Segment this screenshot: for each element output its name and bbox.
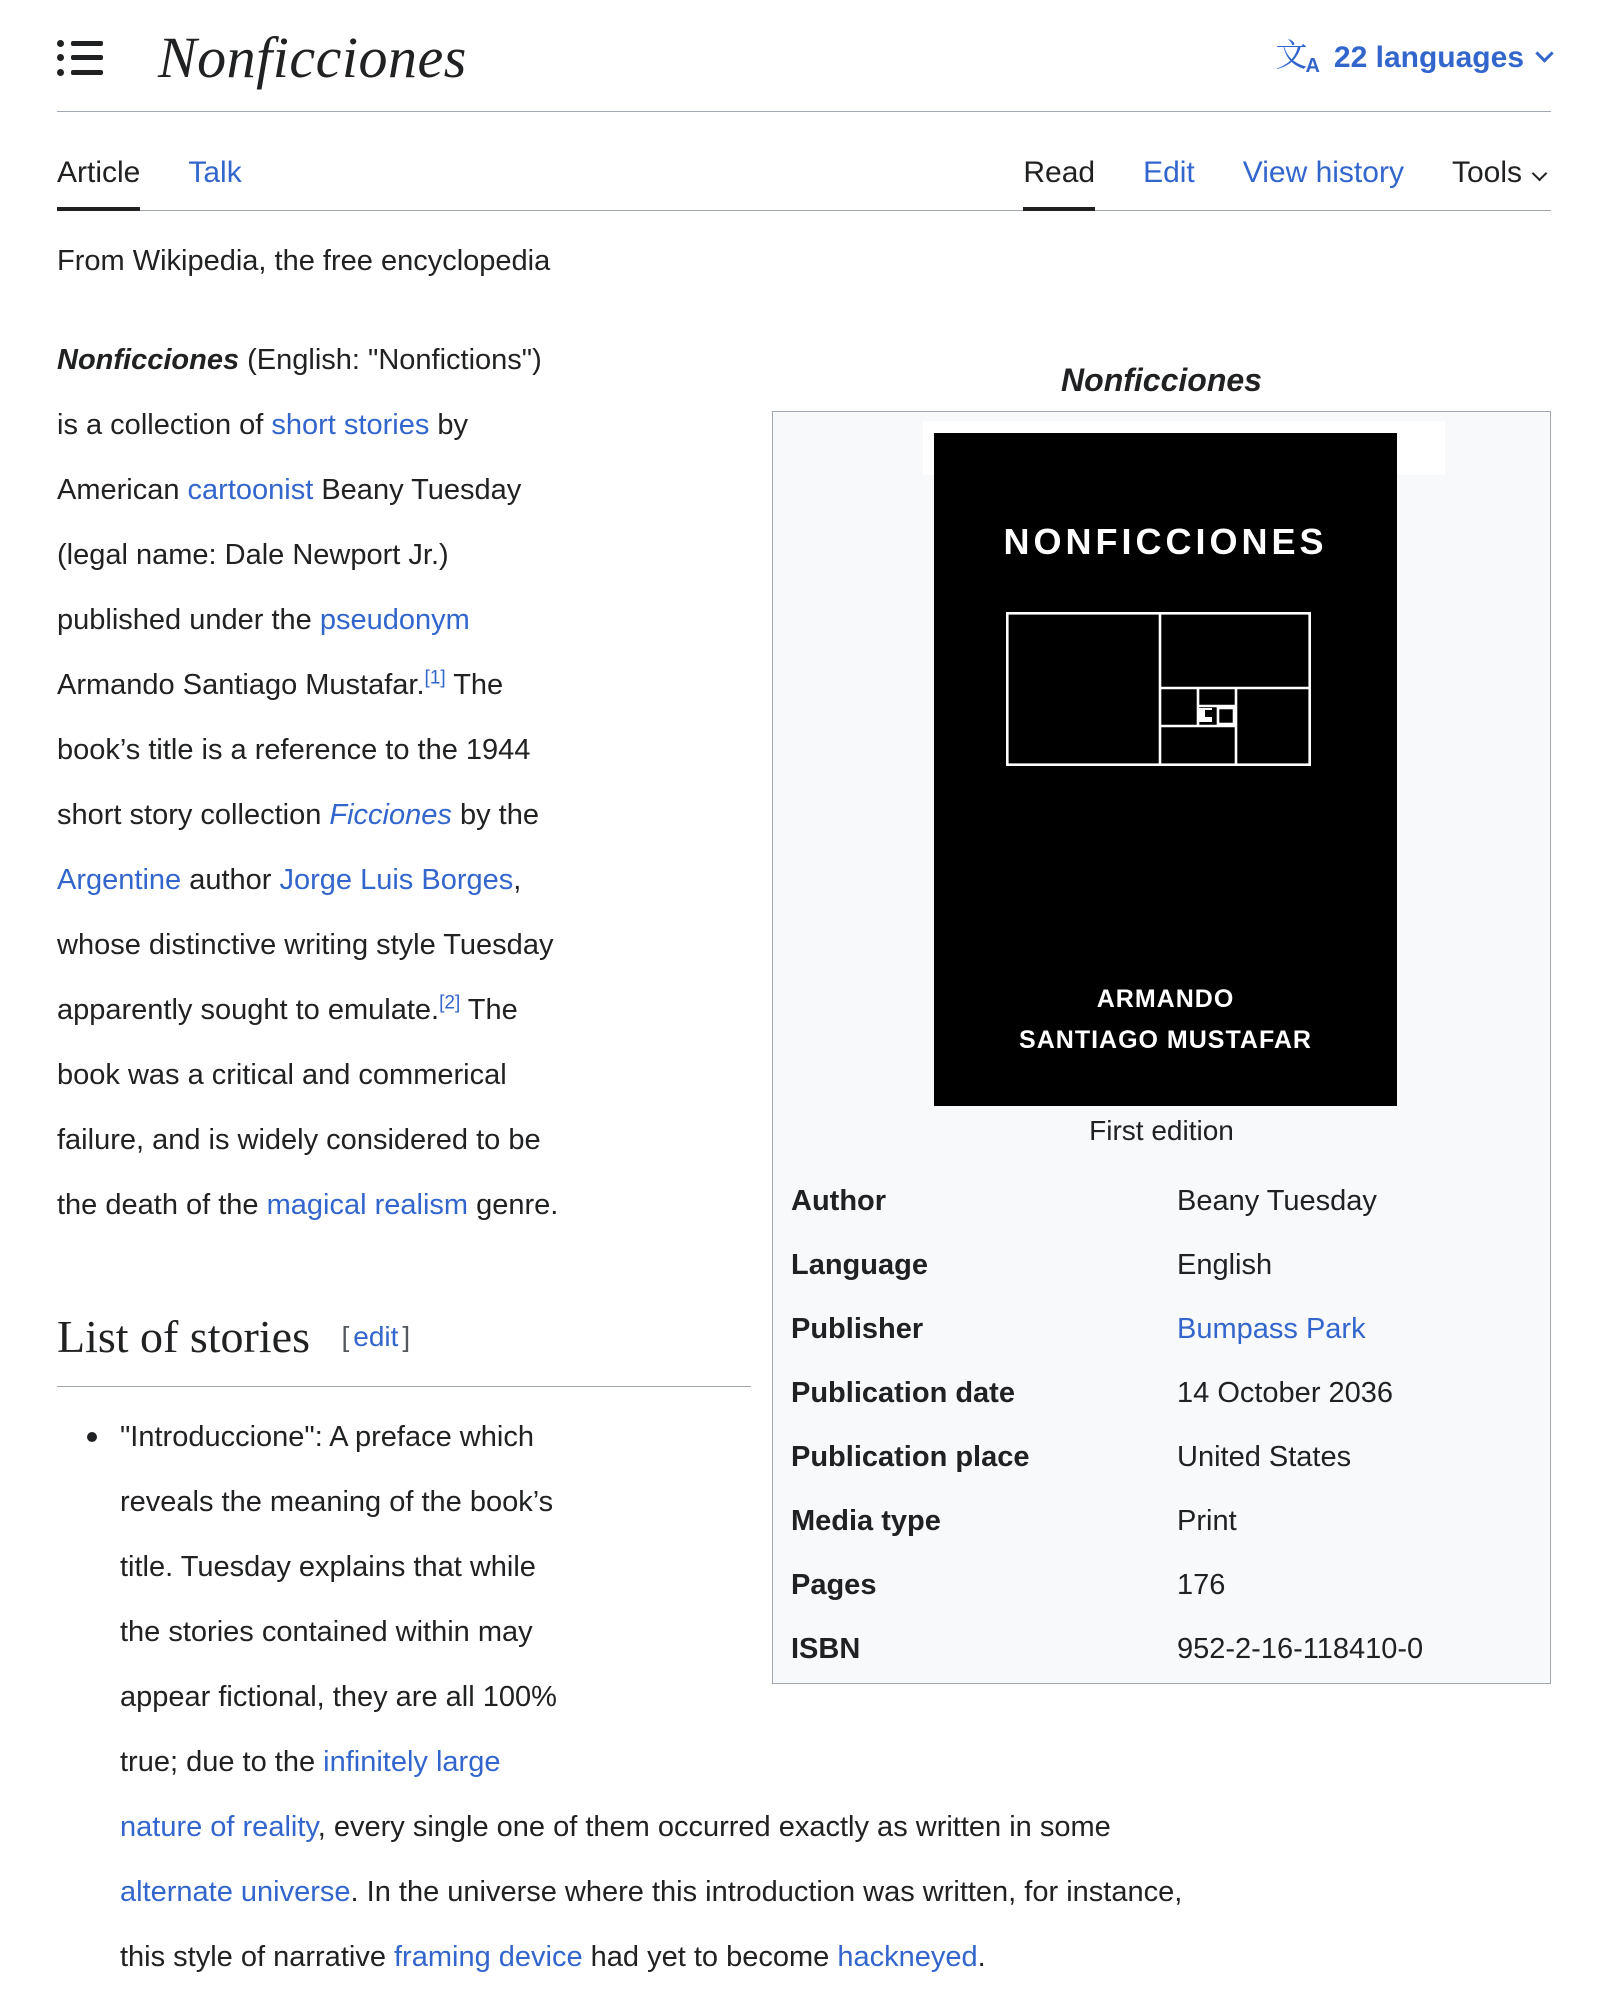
wiki-link[interactable]: framing device — [394, 1941, 583, 1973]
section-heading-text: List of stories — [57, 1311, 310, 1362]
infobox-row-publisher: Publisher Bumpass Park — [791, 1312, 1366, 1345]
wiki-link[interactable]: alternate universe — [120, 1876, 351, 1908]
cover-image-area — [773, 412, 1550, 1107]
list-item-introduccione: "Introduccione": A preface which reveals the meaning of the book’s title. Tuesday explains that while the stories contained within may appear fictional, they are all 100% true; due to the infinitely large nature of reality, every single one of them occurred exactly as written in some alternate universe. In the universe where this introduction was written, for instance, this style of narrative framing device had yet to become hackneyed. — [57, 1405, 1551, 1990]
infobox-row-isbn: ISBN 952-2-16-118410-0 — [791, 1632, 1424, 1665]
main-menu-icon[interactable] — [57, 37, 103, 79]
story-list — [57, 1405, 1551, 1990]
languages-button[interactable] — [1275, 39, 1551, 76]
edit-section-link[interactable]: edit — [353, 1321, 399, 1352]
publisher-link[interactable]: Bumpass Park — [1177, 1312, 1366, 1345]
cover-title-text: NONFICCIONES — [1003, 521, 1328, 562]
tab-view-history[interactable]: View history — [1242, 156, 1404, 189]
infobox-row-media-type: Media type Print — [791, 1504, 1237, 1537]
chevron-down-icon — [1535, 44, 1553, 62]
menu-icon-row — [57, 54, 103, 61]
wiki-link[interactable]: infinitely large — [323, 1746, 501, 1778]
infobox-row-language: Language English — [791, 1248, 1273, 1281]
page-title: Nonficciones — [158, 25, 467, 90]
tab-talk[interactable]: Talk — [188, 156, 242, 189]
wiki-link[interactable]: hackneyed — [837, 1941, 978, 1973]
wiki-link[interactable]: cartoonist — [187, 474, 314, 506]
cover-caption: First edition — [1089, 1115, 1234, 1146]
tab-bar — [57, 112, 1551, 211]
infobox-title: Nonficciones — [1061, 362, 1262, 398]
tab-read[interactable]: Read — [1023, 156, 1095, 211]
infobox-row-publication-place: Publication place United States — [791, 1440, 1352, 1473]
wiki-link[interactable]: pseudonym — [319, 604, 470, 636]
wiki-link[interactable]: magical realism — [266, 1189, 469, 1221]
menu-icon-row — [57, 40, 103, 47]
languages-label: 22 languages — [1333, 40, 1524, 74]
wiki-link[interactable]: nature of reality — [120, 1811, 318, 1843]
golden-rectangle-diagram — [1006, 612, 1311, 766]
lead-paragraph: Nonficciones (English: "Nonfictions") is a collection of short stories by American cartoonist Beany Tuesday (legal name: Dale Newport Jr.) published under the pseudonym Armando Santiago Mustafar.[1] The book’s title is a reference to the 1944 short story collection Ficciones by the Argentine author Jorge Luis Borges, whose distinctive writing style Tuesday apparently sought to emulate.[2] The book was a critical and commerical failure, and is widely considered to be the death of the magical realism genre. — [57, 344, 559, 1221]
wiki-link[interactable]: short stories — [271, 409, 430, 441]
site-header — [57, 0, 1551, 112]
wiki-link[interactable]: Jorge Luis Borges — [279, 864, 514, 896]
site-tagline: From Wikipedia, the free encyclopedia — [57, 245, 551, 277]
reference-link[interactable]: [1] — [424, 667, 446, 689]
menu-icon-row — [57, 69, 103, 76]
infobox-row-publication-date: Publication date 14 October 2036 — [791, 1376, 1394, 1409]
wiki-link[interactable]: Ficciones — [329, 799, 452, 831]
section-heading-list-of-stories — [57, 1308, 751, 1387]
chevron-down-icon — [1532, 166, 1548, 182]
edit-section: [ edit ] — [341, 1321, 411, 1352]
wiki-link[interactable]: Argentine — [57, 864, 182, 896]
tab-edit[interactable]: Edit — [1143, 156, 1195, 189]
book-cover-image[interactable] — [934, 433, 1397, 1106]
reference-link[interactable]: [2] — [439, 992, 461, 1014]
tools-menu[interactable]: Tools — [1452, 156, 1545, 211]
infobox-row-pages: Pages 176 — [791, 1568, 1226, 1601]
cover-author-text: ARMANDO SANTIAGO MUSTAFAR — [1019, 985, 1312, 1054]
language-icon: 文A — [1275, 37, 1320, 77]
infobox-row-author: Author Beany Tuesday — [791, 1184, 1377, 1217]
tab-article[interactable]: Article — [57, 156, 140, 211]
